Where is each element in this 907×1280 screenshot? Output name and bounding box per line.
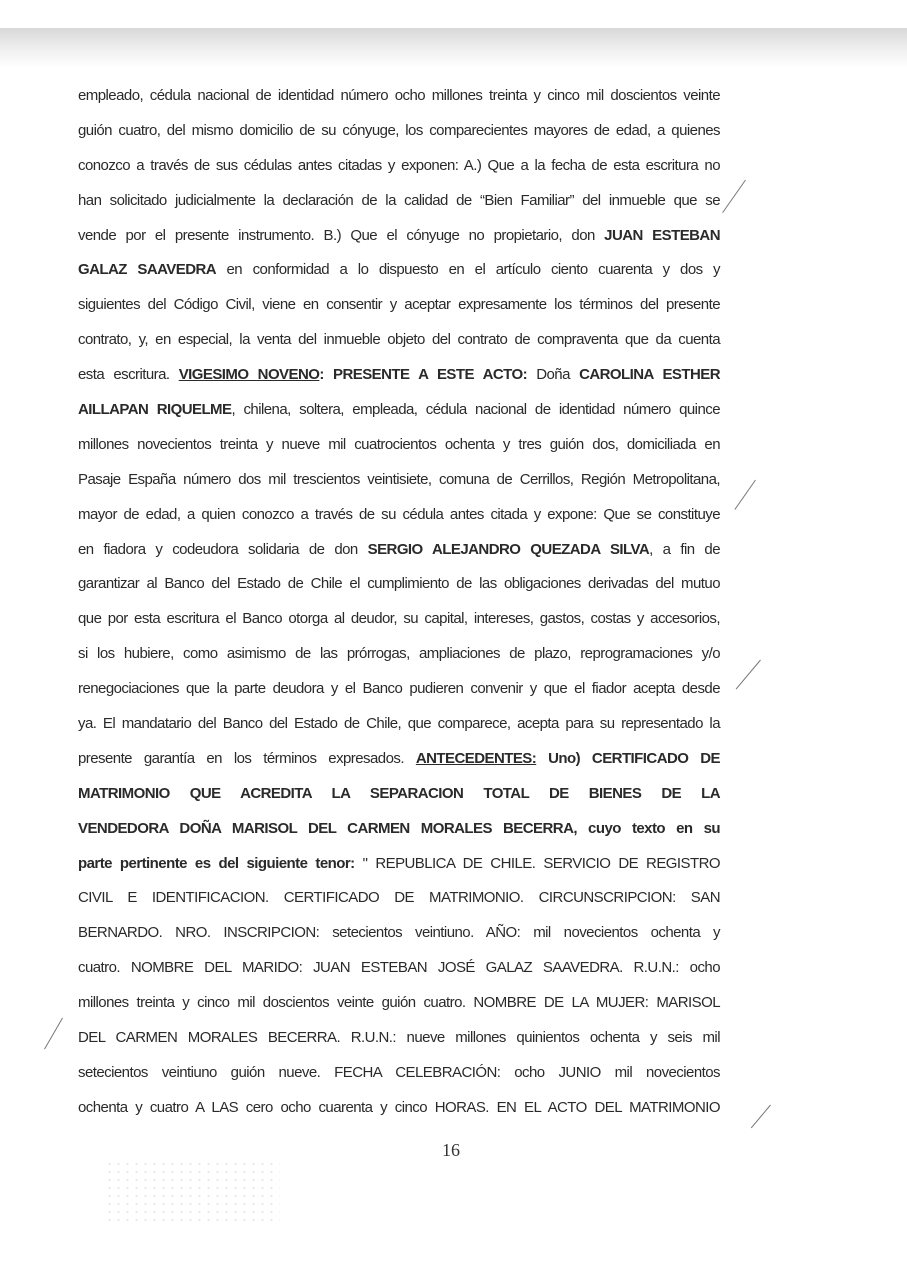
text-line	[78, 468, 720, 503]
text-segment: presente garantía en los términos expresados.	[78, 749, 416, 767]
text-line	[78, 921, 720, 956]
text-segment: mayor de edad, a quien conozco a través de su cédula antes citada y expone: Que se constituye	[78, 505, 720, 523]
bold-text-segment: , cuyo texto en su	[573, 819, 721, 837]
text-line	[78, 572, 720, 607]
text-line	[78, 363, 720, 398]
text-segment: guión cuatro, del mismo domicilio de su cónyuge, los comparecientes mayores de edad, a quienes	[78, 121, 720, 139]
text-line	[78, 258, 720, 293]
text-line	[78, 84, 720, 119]
text-segment: Pasaje España número dos mil trescientos veintisiete, comuna de Cerrillos, Región Metropolitana,	[78, 470, 720, 488]
text-segment: conozco a través de sus cédulas antes citadas y exponen: A.) Que a la fecha de esta escritura no	[78, 156, 720, 174]
text-line	[78, 154, 720, 189]
text-line	[78, 677, 720, 712]
bold-text-segment: AILLAPAN RIQUELME	[78, 401, 232, 419]
scan-shadow	[0, 28, 907, 68]
bold-text-segment: Uno) CERTIFICADO DE	[536, 749, 720, 767]
faint-stamp	[105, 1160, 280, 1225]
bold-text-segment: ANTECEDENTES:	[415, 749, 537, 767]
text-segment: ya. El mandatario del Banco del Estado de Chile, que comparece, acepta para su representado la	[78, 715, 720, 733]
text-segment: contrato, y, en especial, la venta del inmueble objeto del contrato de compraventa que da cuenta	[78, 331, 720, 349]
initial-mark	[44, 1018, 63, 1050]
text-segment: siguientes del Código Civil, viene en consentir y aceptar expresamente los términos del presente	[78, 296, 720, 314]
text-segment: setecientos veintiuno guión nueve. FECHA CELEBRACIÓN: ocho JUNIO mil novecientos	[78, 1063, 720, 1081]
document-body	[78, 84, 720, 1131]
text-line	[78, 642, 720, 677]
text-line	[78, 817, 720, 852]
text-segment: DEL CARMEN MORALES BECERRA. R.U.N.: nueve millones quinientos ochenta y seis mil	[78, 1029, 720, 1047]
bold-text-segment: GALAZ SAAVEDRA	[78, 261, 217, 279]
text-segment: esta escritura.	[78, 366, 179, 384]
text-segment: que por esta escritura el Banco otorga al deudor, su capital, intereses, gastos, costas y accesorios,	[78, 610, 720, 628]
text-segment: en conformidad a lo dispuesto en el artículo ciento cuarenta y dos y	[216, 261, 720, 279]
page-number: 16	[442, 1140, 460, 1160]
margin-check-mark	[751, 1105, 771, 1129]
text-segment: cuatro. NOMBRE DEL MARIDO: JUAN ESTEBAN JOSÉ GALAZ SAAVEDRA. R.U.N.: ocho	[78, 959, 720, 977]
margin-check-mark	[736, 660, 761, 690]
text-segment: , chilena, soltera, empleada, cédula nacional de identidad número quince	[231, 401, 721, 419]
text-segment: Doña	[527, 366, 580, 384]
bold-text-segment: SERGIO ALEJANDRO QUEZADA SILVA	[367, 540, 650, 558]
text-line	[78, 328, 720, 363]
text-segment: CIVIL E IDENTIFICACION. CERTIFICADO DE MATRIMONIO. CIRCUNSCRIPCION: SAN	[78, 889, 720, 907]
text-segment: garantizar al Banco del Estado de Chile el cumplimiento de las obligaciones derivadas del mutuo	[78, 575, 720, 593]
text-line	[78, 503, 720, 538]
text-segment: , a fin de	[649, 540, 721, 558]
text-line	[78, 956, 720, 991]
text-segment: BERNARDO. NRO. INSCRIPCION: setecientos veintiuno. AÑO: mil novecientos ochenta y	[78, 924, 720, 942]
bold-text-segment: JUAN ESTEBAN	[604, 226, 720, 244]
text-line	[78, 119, 720, 154]
text-line	[78, 1026, 720, 1061]
margin-check-mark	[722, 180, 746, 213]
text-line	[78, 1096, 720, 1131]
text-segment: renegociaciones que la parte deudora y el Banco pudieren convenir y que el fiador acepta desde	[78, 680, 720, 698]
bold-text-segment: CAROLINA ESTHER	[579, 366, 720, 384]
text-line	[78, 607, 720, 642]
bold-text-segment: VENDEDORA DOÑA MARISOL DEL CARMEN MORALES BECERRA	[78, 819, 574, 837]
bold-text-segment: MATRIMONIO QUE ACREDITA LA SEPARACION TOTAL DE BIENES DE LA	[78, 784, 720, 802]
bold-text-segment: : PRESENTE A ESTE ACTO:	[319, 366, 528, 384]
bold-text-segment: parte pertinente es del siguiente tenor:	[78, 854, 355, 872]
text-line	[78, 189, 720, 224]
text-segment: empleado, cédula nacional de identidad número ocho millones treinta y cinco mil doscientos veinte	[78, 87, 720, 104]
text-segment: " REPUBLICA DE CHILE. SERVICIO DE REGISTRO	[354, 854, 720, 872]
text-segment: han solicitado judicialmente la declaración de la calidad de “Bien Familiar” del inmueble que se	[78, 191, 720, 209]
text-line	[78, 224, 720, 259]
text-segment: si los hubiere, como asimismo de las prórrogas, ampliaciones de plazo, reprogramaciones y/o	[78, 645, 720, 663]
bold-text-segment: VIGESIMO NOVENO	[178, 366, 320, 384]
text-segment: ochenta y cuatro A LAS cero ocho cuarenta y cinco HORAS. EN EL ACTO DEL MATRIMONIO	[78, 1098, 720, 1116]
text-line	[78, 782, 720, 817]
text-line	[78, 538, 720, 573]
text-line	[78, 886, 720, 921]
text-segment: vende por el presente instrumento. B.) Que el cónyuge no propietario, don	[78, 226, 605, 244]
text-segment: millones treinta y cinco mil doscientos veinte guión cuatro. NOMBRE DE LA MUJER: MARISOL	[78, 994, 720, 1012]
margin-check-mark	[734, 480, 755, 510]
text-line	[78, 293, 720, 328]
text-line	[78, 1061, 720, 1096]
text-segment: en fiadora y codeudora solidaria de don	[78, 540, 368, 558]
text-line	[78, 991, 720, 1026]
text-line	[78, 852, 720, 887]
text-line	[78, 433, 720, 468]
text-line	[78, 712, 720, 747]
text-segment: millones novecientos treinta y nueve mil cuatrocientos ochenta y tres guión dos, domiciliada en	[78, 435, 720, 453]
text-line	[78, 747, 720, 782]
text-line	[78, 398, 720, 433]
